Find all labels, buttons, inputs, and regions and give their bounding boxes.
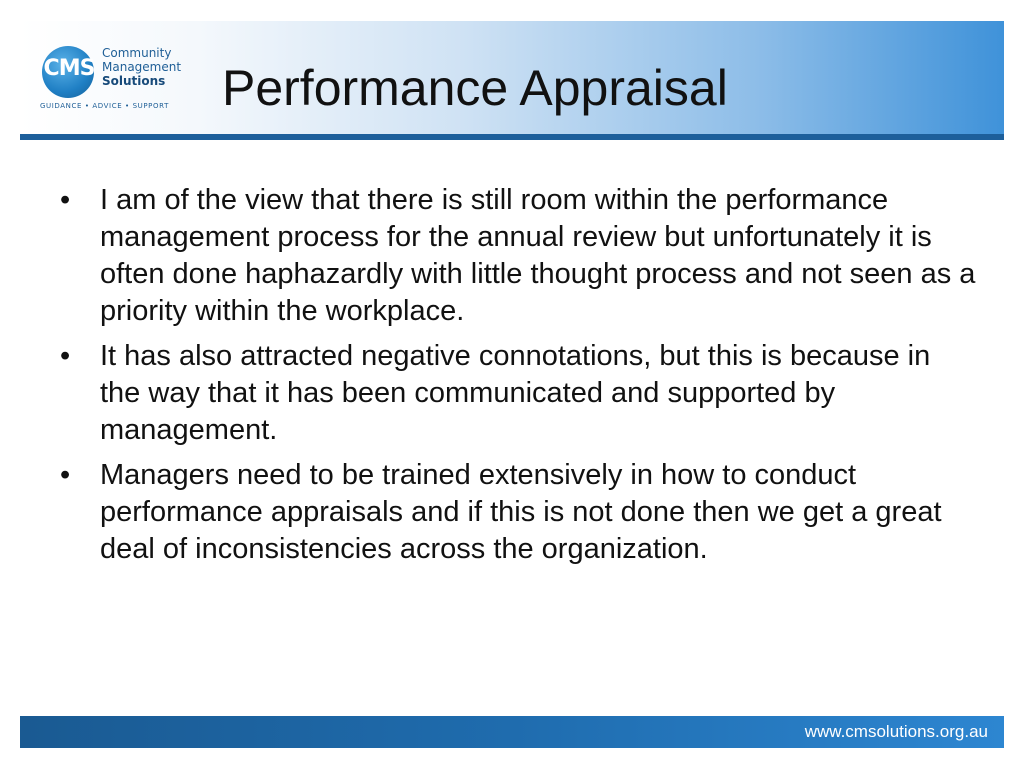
logo-line-solutions: Solutions xyxy=(102,74,166,88)
bullet-item xyxy=(58,338,978,449)
cms-logo xyxy=(40,44,200,116)
logo-tagline: GUIDANCE • ADVICE • SUPPORT xyxy=(40,102,169,110)
bullet-icon: • xyxy=(60,340,71,372)
logo-monogram: CMS xyxy=(43,56,95,81)
slide-title: Performance Appraisal xyxy=(222,60,728,116)
logo-line-community: Community xyxy=(102,46,172,60)
logo-wordmark xyxy=(102,46,181,88)
bullet-text: Managers need to be trained extensively in how to conduct performance appraisals and if this is not done then we get a great deal of inconsistencies across the organization. xyxy=(100,459,942,565)
bullet-list xyxy=(58,182,978,576)
bullet-text: It has also attracted negative connotations, but this is because in the way that it has been communicated and supported by management. xyxy=(100,340,931,446)
header-divider xyxy=(20,134,1004,140)
bullet-icon: • xyxy=(60,184,71,216)
bullet-item xyxy=(58,182,978,330)
footer-website-url: www.cmsolutions.org.au xyxy=(804,722,988,741)
bullet-text: I am of the view that there is still room within the performance management process for the annual review but unfortunately it is often done haphazardly with little thought process and not seen as a priority within the workplace. xyxy=(100,184,976,327)
logo-line-management: Management xyxy=(102,60,182,74)
bullet-icon: • xyxy=(60,459,71,491)
bullet-item xyxy=(58,457,978,568)
